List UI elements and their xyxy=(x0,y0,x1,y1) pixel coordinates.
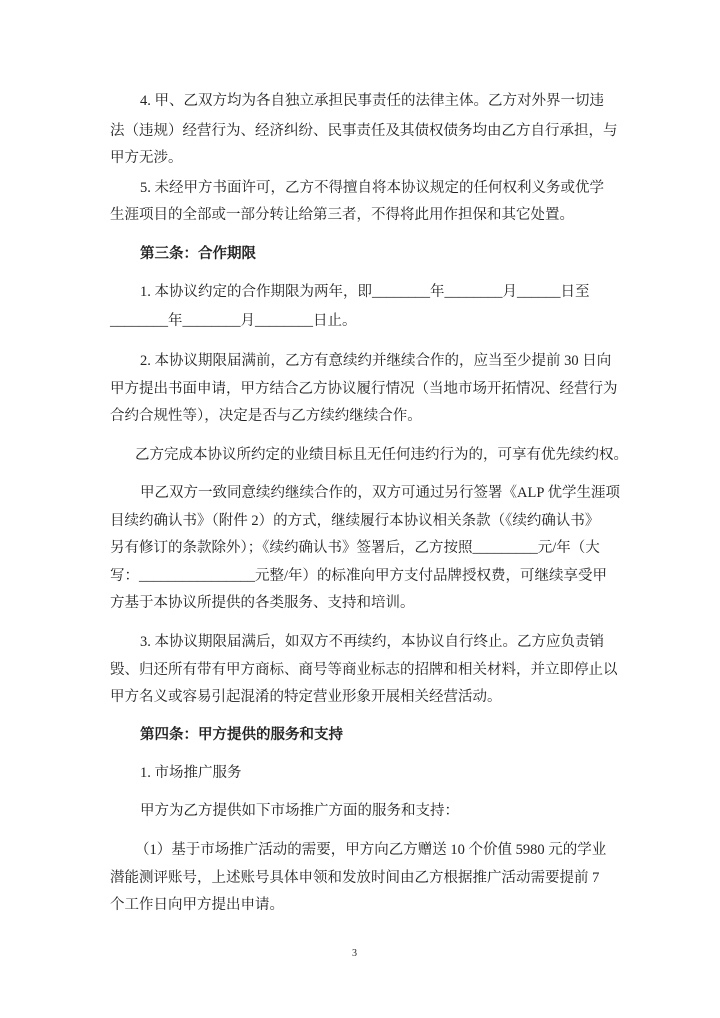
article-4-point-1-line: 潜能测评账号，上述账号具体申领和发放时间由乙方根据推广活动需要提前 7 xyxy=(110,870,600,886)
article-3-item-2-line: 合约合规性等），决定是否与乙方续约继续合作。 xyxy=(110,408,422,424)
article-4-subheading: 1. 市场推广服务 xyxy=(140,765,242,781)
article-3-item-3-line: 甲方名义或容易引起混淆的特定营业形象开展相关经营活动。 xyxy=(110,689,502,705)
clause-4-line: 4. 甲、乙双方均为各自独立承担民事责任的法律主体。乙方对外界一切违 xyxy=(140,93,604,109)
clause-5-line: 5. 未经甲方书面许可，乙方不得擅自将本协议规定的任何权利义务或优学 xyxy=(140,180,604,196)
renewal-line: 写：________________元整/年）的标准向甲方支付品牌授权费，可继续享受甲 xyxy=(110,568,608,584)
renewal-line: 目续约确认书》（附件 2）的方式，继续履行本协议相关条款（《续约确认书》 xyxy=(110,513,600,529)
renewal-line: 另有修订的条款除外）；《续约确认书》签署后，乙方按照_________元/年（大 xyxy=(110,540,600,556)
article-3-item-1-line: 1. 本协议约定的合作期限为两年，即________年________月______日至 xyxy=(140,284,590,300)
priority-renewal-text: 乙方完成本协议所约定的业绩目标且无任何违约行为的，可享有优先续约权。 xyxy=(135,447,628,463)
clause-4-line: 法（违规）经营行为、经济纠纷、民事责任及其债权债务均由乙方自行承担，与 xyxy=(110,123,618,139)
article-3-heading: 第三条：合作期限 xyxy=(140,246,256,262)
article-4-point-1-line: （1）基于市场推广活动的需要，甲方向乙方赠送 10 个价值 5980 元的学业 xyxy=(135,842,607,858)
clause-5-line: 生涯项目的全部或一部分转让给第三者，不得将此用作担保和其它处置。 xyxy=(110,207,574,223)
article-4-intro: 甲方为乙方提供如下市场推广方面的服务和支持： xyxy=(140,803,459,819)
renewal-line: 甲乙双方一致同意续约继续合作的，双方可通过另行签署《ALP 优学生涯项 xyxy=(140,485,620,501)
article-3-item-3-line: 3. 本协议期限届满后，如双方不再续约，本协议自行终止。乙方应负责销 xyxy=(140,634,604,650)
article-4-heading: 第四条：甲方提供的服务和支持 xyxy=(140,727,343,743)
clause-4-line: 甲方无涉。 xyxy=(110,150,183,166)
article-3-item-2-line: 2. 本协议期限届满前，乙方有意续约并继续合作的，应当至少提前 30 日向 xyxy=(140,353,612,369)
article-3-item-2-line: 甲方提出书面申请，甲方结合乙方协议履行情况（当地市场开拓情况、经营行为 xyxy=(110,381,618,397)
renewal-line: 方基于本协议所提供的各类服务、支持和培训。 xyxy=(110,595,415,611)
article-4-point-1-line: 个工作日向甲方提出申请。 xyxy=(110,897,284,913)
article-3-item-1-line: ________年________月________日止。 xyxy=(110,313,357,329)
page-number: 3 xyxy=(352,948,357,959)
article-3-item-3-line: 毁、归还所有带有甲方商标、商号等商业标志的招牌和相关材料，并立即停止以 xyxy=(110,662,618,678)
